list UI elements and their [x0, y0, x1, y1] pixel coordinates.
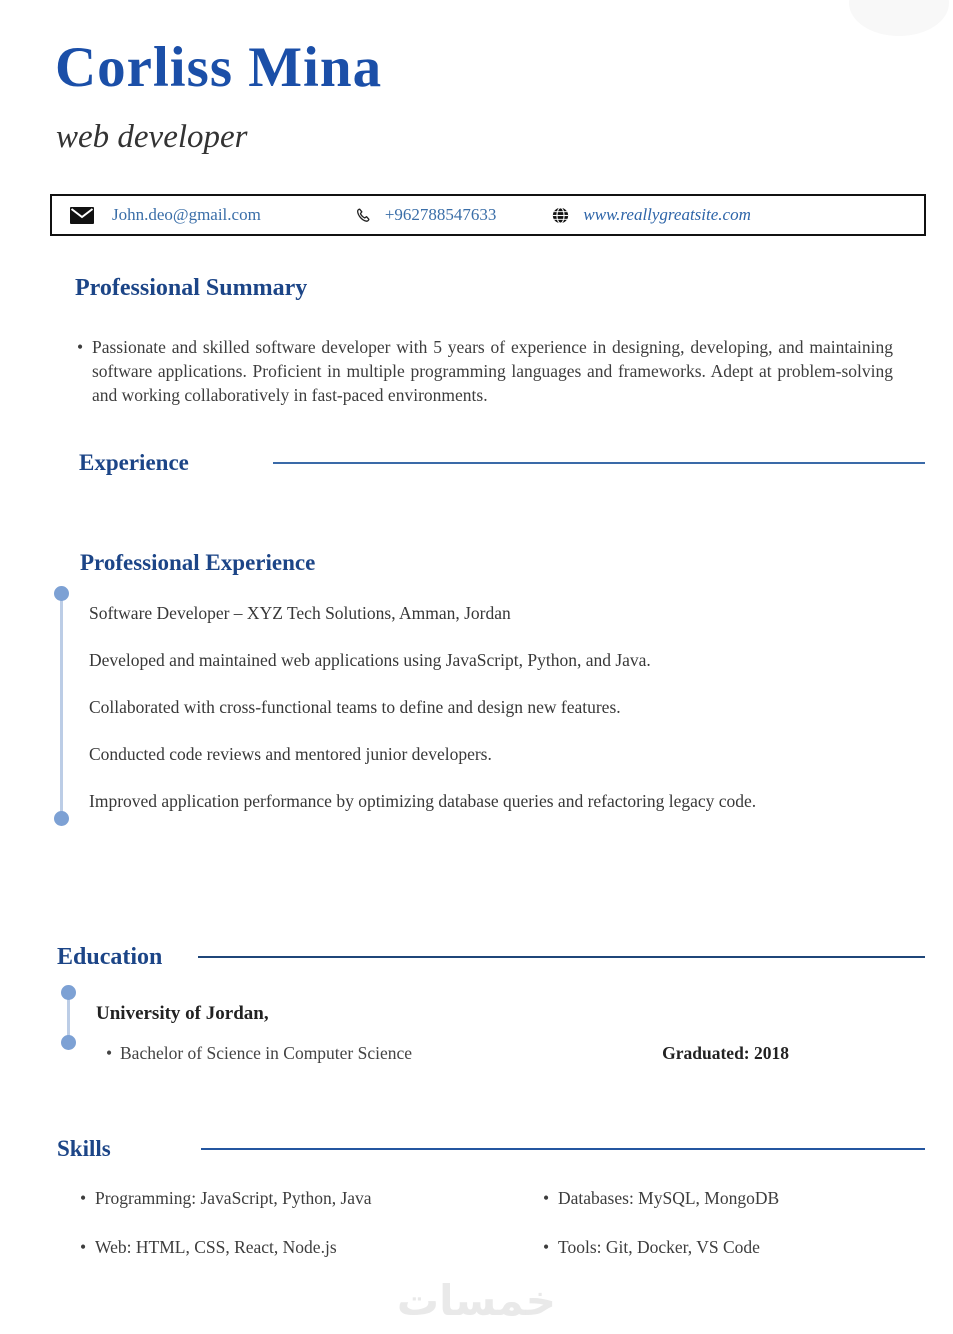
skill-item: • Programming: JavaScript, Python, Java [80, 1187, 543, 1210]
contact-phone [355, 205, 497, 225]
skills-section-head [57, 1135, 925, 1163]
education-graduated: Graduated: 2018 [662, 1043, 789, 1063]
contact-website [552, 205, 750, 225]
summary-heading: Professional Summary [75, 275, 308, 301]
education-section-head [57, 942, 925, 972]
skills-heading: Skills [57, 1136, 111, 1161]
experience-section-head [79, 449, 925, 477]
khamsat-watermark: خمسات [396, 1276, 557, 1325]
education-dot-bottom [61, 1035, 76, 1050]
skills-list [80, 1187, 925, 1259]
contact-bar [50, 194, 926, 236]
education-school: University of Jordan, [96, 1003, 269, 1024]
decorative-corner-shape [849, 0, 949, 36]
education-rule [198, 956, 925, 958]
education-degree-row [96, 1042, 925, 1065]
education-entry [96, 990, 925, 1065]
experience-item: Conducted code reviews and mentored junior developers. [89, 744, 492, 764]
skills-rule [201, 1148, 925, 1150]
experience-heading: Experience [79, 450, 189, 475]
experience-timeline [89, 589, 833, 822]
envelope-icon [70, 207, 94, 224]
education-dot-top [61, 985, 76, 1000]
skill-item: • Web: HTML, CSS, React, Node.js [80, 1236, 543, 1259]
timeline-dot-bottom [54, 811, 69, 826]
skill-item: • Tools: Git, Docker, VS Code [543, 1236, 925, 1259]
summary-bullet: • Passionate and skilled software developer with 5 years of experience in designing, developing, and maintaining software applications. Proficient in multiple programming languages and frameworks. Adept at problem-solving and working collaboratively in fast-paced environments. [92, 335, 893, 407]
contact-email [70, 205, 261, 225]
education-degree: • Bachelor of Science in Computer Science [120, 1042, 412, 1065]
experience-rule [273, 462, 925, 464]
skill-item: • Databases: MySQL, MongoDB [543, 1187, 925, 1210]
experience-item: Software Developer – XYZ Tech Solutions, Amman, Jordan [89, 603, 511, 623]
phone-link[interactable]: +962788547633 [384, 205, 497, 224]
experience-item: Improved application performance by optimizing database queries and refactoring legacy code. [89, 791, 757, 811]
email-link[interactable]: John.deo@gmail.com [112, 205, 261, 224]
professional-experience-heading: Professional Experience [80, 550, 316, 575]
website-link[interactable]: www.reallygreatsite.com [583, 205, 751, 224]
experience-item: Developed and maintained web applications using JavaScript, Python, and Java. [89, 650, 651, 670]
timeline-dot-top [54, 586, 69, 601]
experience-item: Collaborated with cross-functional teams to define and design new features. [89, 697, 621, 717]
phone-icon [355, 207, 371, 224]
person-name: Corliss Mina [55, 36, 383, 99]
globe-icon [552, 207, 569, 224]
education-heading: Education [57, 944, 163, 970]
job-title: web developer [56, 119, 248, 155]
